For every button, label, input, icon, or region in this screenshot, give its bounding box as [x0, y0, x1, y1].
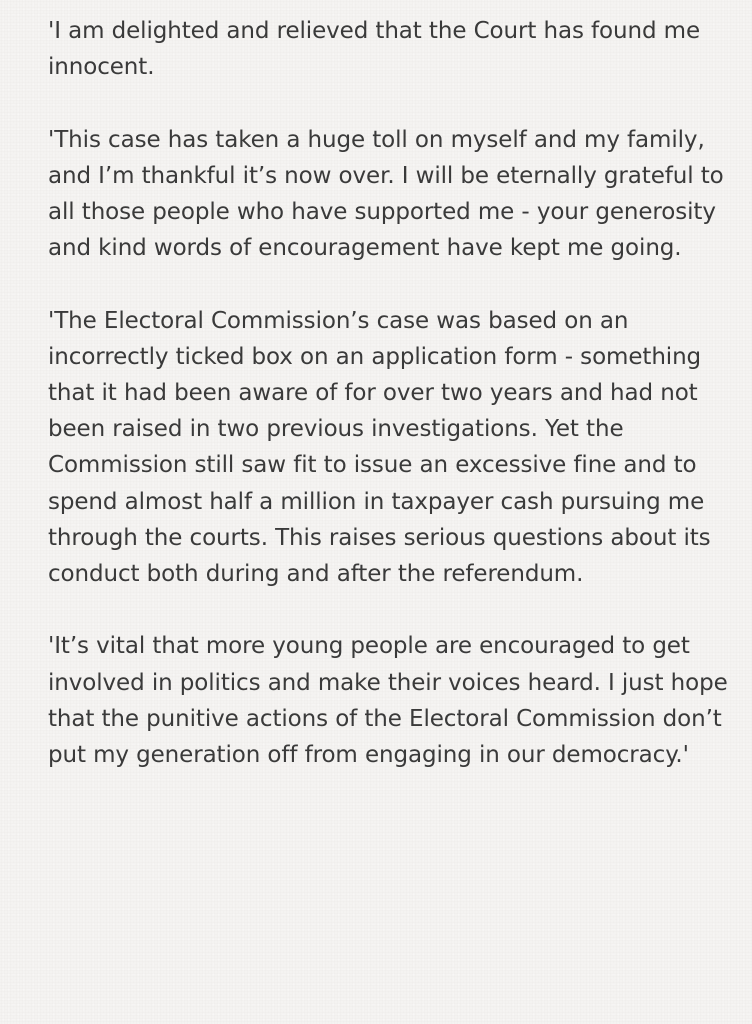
note-body — [48, 13, 728, 773]
paragraph-2: 'This case has taken a huge toll on myself and my family, and I’m thankful it’s now over. I will be eternally grateful to all those people who have supported me - your generosity and kind words of encouragement have kept me going. — [48, 126, 724, 262]
paragraph-3: 'The Electoral Commission’s case was based on an incorrectly ticked box on an application form - something that it had been aware of for over two years and had not been raised in two previous investigations. Yet the Commission still saw fit to issue an excessive fine and to spend almost half a million in taxpayer cash pursuing me through the courts. This raises serious questions about its conduct both during and after the referendum. — [48, 307, 711, 588]
paragraph-1: 'I am delighted and relieved that the Court has found me innocent. — [48, 18, 701, 81]
paragraph-4: 'It’s vital that more young people are encouraged to get involved in politics and make their voices heard. I just hope that the punitive actions of the Electoral Commission don’t put my generation off from engaging in our democracy.' — [48, 633, 728, 769]
